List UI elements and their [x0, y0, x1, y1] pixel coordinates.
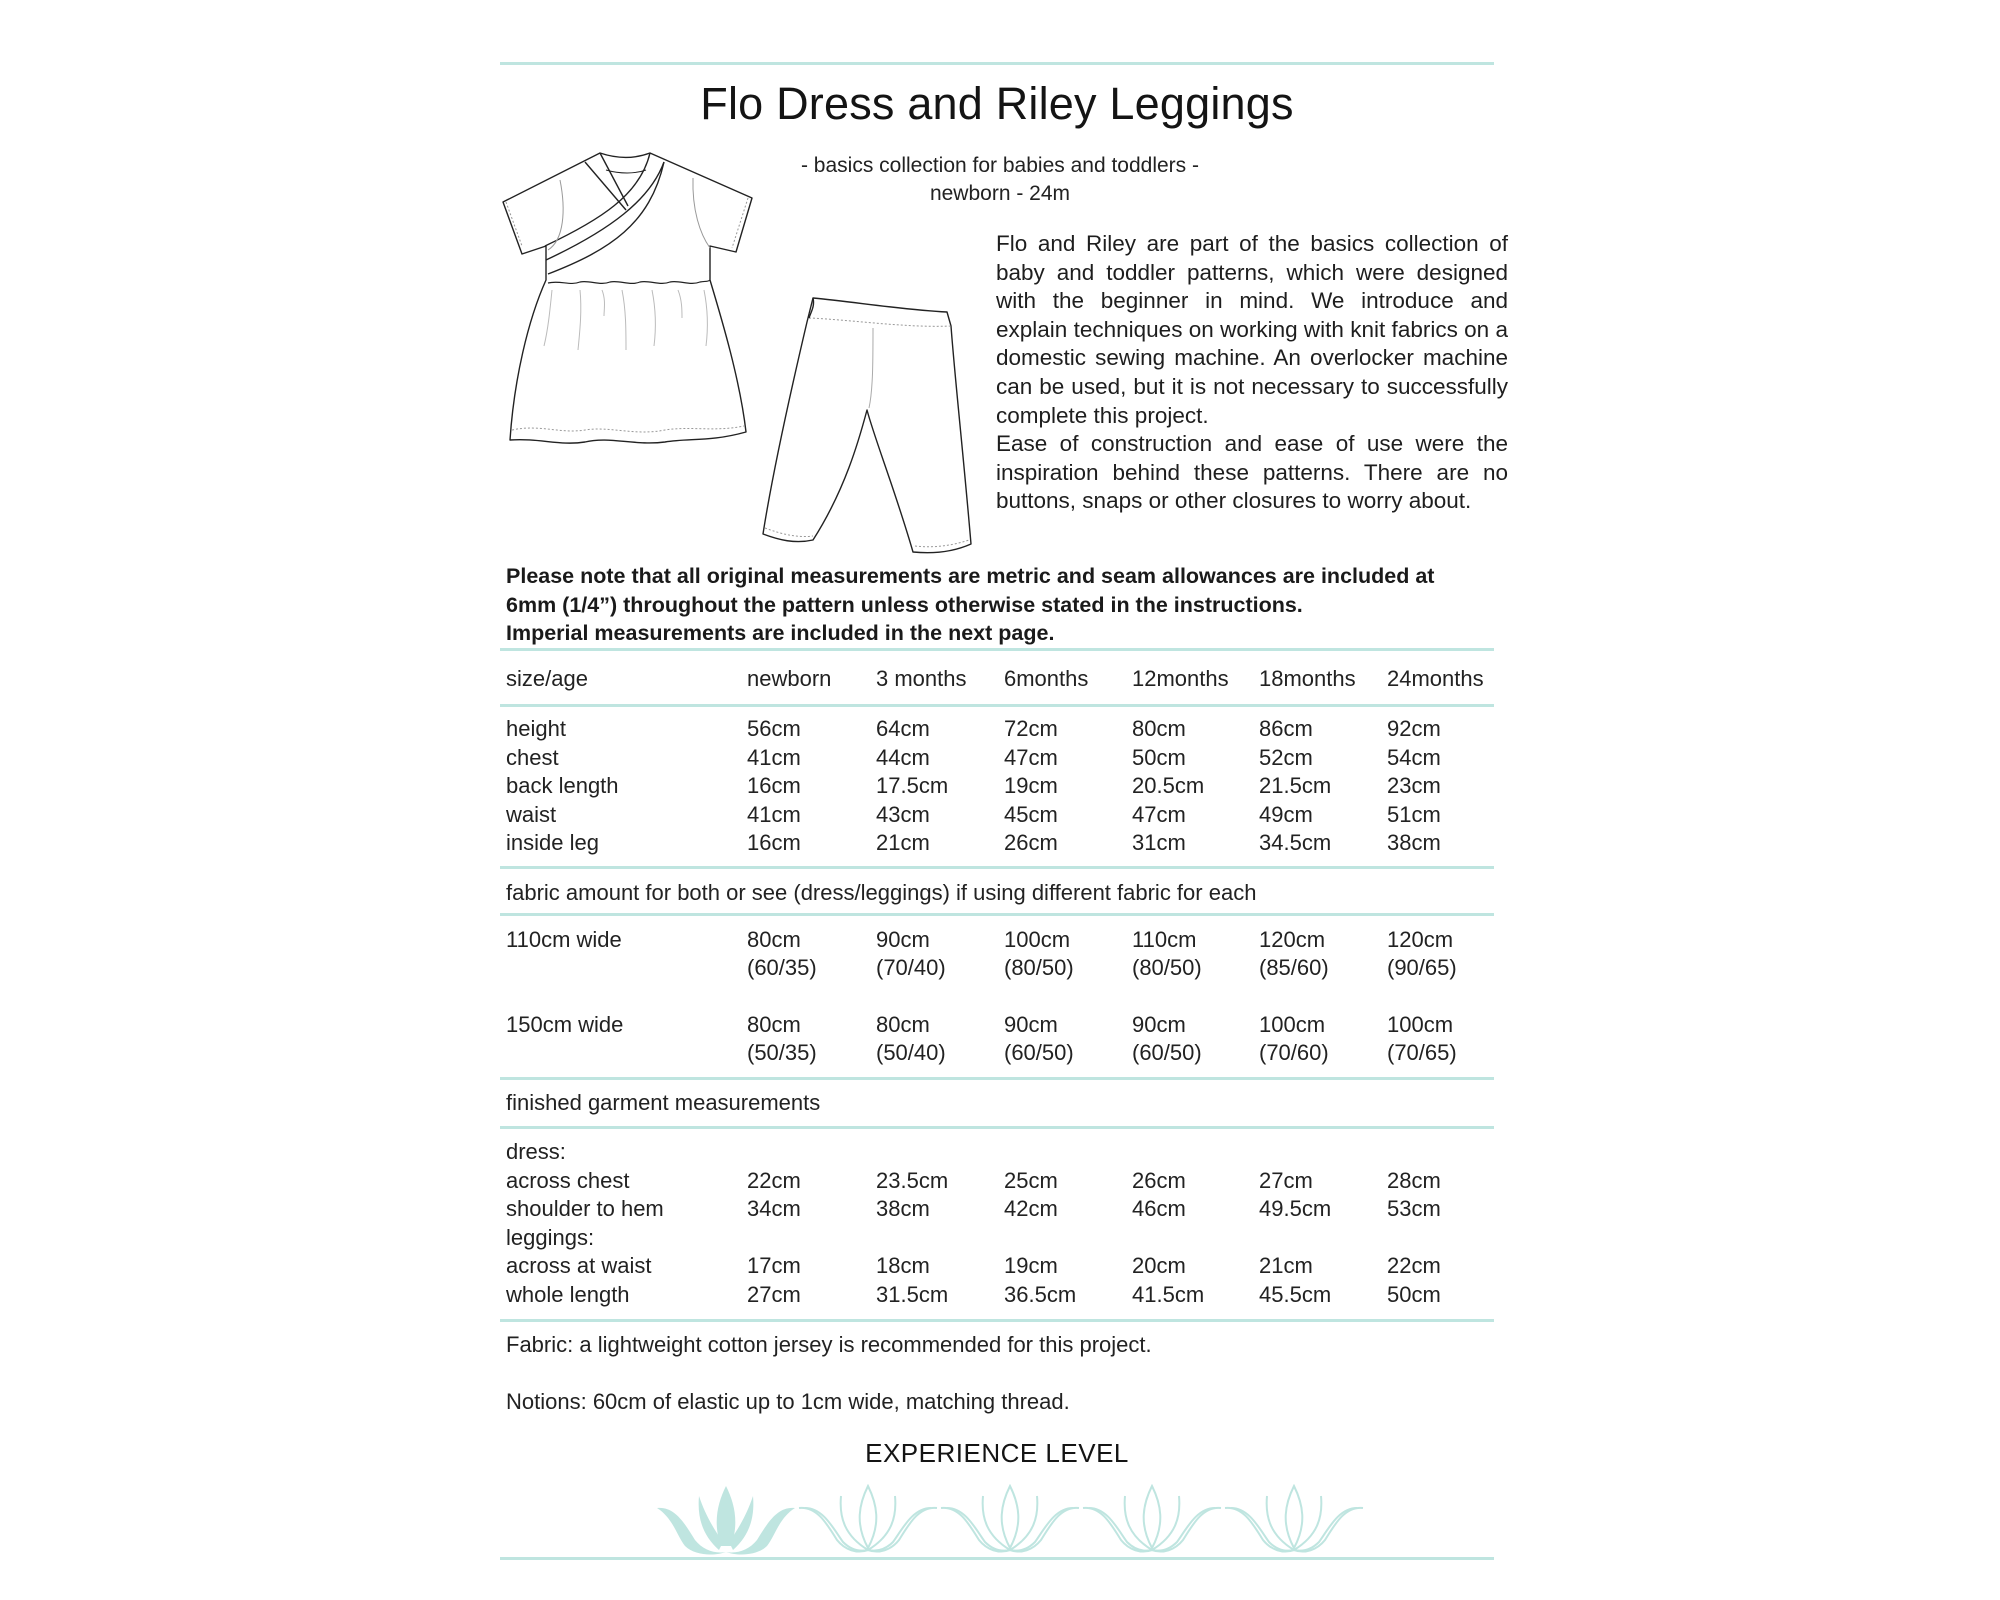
finished-top-rule [500, 1126, 1494, 1129]
row-label: height [506, 716, 566, 741]
row-label: shoulder to hem [506, 1196, 664, 1221]
notions-text: Notions: 60cm of elastic up to 1cm wide, matching thread. [506, 1389, 1070, 1414]
fabric-recommendation: Fabric: a lightweight cotton jersey is recommended for this project. [506, 1332, 1152, 1357]
body-bottom-rule [500, 866, 1494, 869]
header-col: newborn [747, 666, 832, 691]
experience-level-rating [655, 1484, 1365, 1556]
lotus-filled-icon [655, 1484, 797, 1556]
dress-label: dress: [506, 1139, 566, 1164]
cell: (90/65) [1387, 955, 1457, 980]
cell: 36.5cm [1004, 1282, 1077, 1307]
cell: 49.5cm [1259, 1196, 1332, 1221]
page-title: Flo Dress and Riley Leggings [700, 78, 1294, 129]
cell: 80cm [876, 1012, 930, 1037]
cell: 44cm [876, 745, 930, 770]
cell: 110cm [1132, 927, 1197, 952]
cell: 90cm [1004, 1012, 1058, 1037]
leggings-illustration-icon [755, 290, 975, 560]
header-size-age: size/age [506, 666, 588, 691]
cell: (50/35) [747, 1040, 817, 1065]
cell: (60/50) [1132, 1040, 1202, 1065]
intro-paragraph-2: Ease of construction and ease of use were the inspiration behind these patterns. There are no buttons, snaps or other closures to worry about. [996, 431, 1508, 514]
cell: (70/40) [876, 955, 946, 980]
row-label: chest [506, 745, 559, 770]
cell: 22cm [1387, 1253, 1441, 1278]
cell: (70/60) [1259, 1040, 1329, 1065]
cell: 64cm [876, 716, 930, 741]
cell: 120cm [1259, 927, 1326, 952]
cell: 21cm [1259, 1253, 1313, 1278]
cell: 19cm [1004, 773, 1058, 798]
cell: 47cm [1004, 745, 1058, 770]
cell: 17.5cm [876, 773, 949, 798]
cell: 34cm [747, 1196, 801, 1221]
cell: 54cm [1387, 745, 1441, 770]
cell: 47cm [1132, 802, 1186, 827]
cell: 80cm [747, 1012, 801, 1037]
row-label: 110cm wide [506, 927, 622, 952]
lotus-outline-icon [797, 1484, 939, 1556]
header-col: 6months [1004, 666, 1089, 691]
row-label: 150cm wide [506, 1012, 624, 1037]
cell: 120cm [1387, 927, 1454, 952]
cell: 16cm [747, 773, 801, 798]
cell: 19cm [1004, 1253, 1058, 1278]
cell: (50/40) [876, 1040, 946, 1065]
cell: 52cm [1259, 745, 1313, 770]
cell: 42cm [1004, 1196, 1058, 1221]
cell: 45cm [1004, 802, 1058, 827]
fabric-section-label: fabric amount for both or see (dress/leggings) if using different fabric for each [506, 880, 1257, 905]
cell: 51cm [1387, 802, 1441, 827]
header-col: 3 months [876, 666, 967, 691]
cell: 26cm [1004, 830, 1058, 855]
cell: 26cm [1132, 1168, 1186, 1193]
cell: 20cm [1132, 1253, 1186, 1278]
cell: 50cm [1387, 1282, 1441, 1307]
cell: 100cm [1387, 1012, 1454, 1037]
cell: 86cm [1259, 716, 1313, 741]
intro-text [996, 230, 1508, 516]
top-rule [500, 62, 1494, 65]
cell: (60/50) [1004, 1040, 1074, 1065]
cell: 38cm [876, 1196, 930, 1221]
collection-subtitle: - basics collection for babies and toddlers - [800, 154, 1200, 177]
cell: (80/50) [1132, 955, 1202, 980]
cell: 21cm [876, 830, 930, 855]
cell: 100cm [1004, 927, 1071, 952]
cell: 34.5cm [1259, 830, 1332, 855]
cell: (70/65) [1387, 1040, 1457, 1065]
header-col: 18months [1259, 666, 1356, 691]
cell: 80cm [1132, 716, 1186, 741]
row-label: across at waist [506, 1253, 652, 1278]
cell: 43cm [876, 802, 930, 827]
cell: 31cm [1132, 830, 1186, 855]
cell: 72cm [1004, 716, 1058, 741]
cell: 90cm [1132, 1012, 1186, 1037]
lotus-outline-icon [939, 1484, 1081, 1556]
header-col: 12months [1132, 666, 1229, 691]
cell: 49cm [1259, 802, 1313, 827]
cell: 31.5cm [876, 1282, 949, 1307]
header-col: 24months [1387, 666, 1484, 691]
cell: 16cm [747, 830, 801, 855]
cell: (60/35) [747, 955, 817, 980]
header-bottom-rule [500, 704, 1494, 707]
cell: 20.5cm [1132, 773, 1205, 798]
cell: 50cm [1132, 745, 1186, 770]
cell: 46cm [1132, 1196, 1186, 1221]
fabric-bottom-rule [500, 1077, 1494, 1080]
cell: 17cm [747, 1253, 801, 1278]
cell: 56cm [747, 716, 801, 741]
cell: 28cm [1387, 1168, 1441, 1193]
lotus-outline-icon [1081, 1484, 1223, 1556]
cell: 23cm [1387, 773, 1441, 798]
cell: 21.5cm [1259, 773, 1332, 798]
note-line-1: Please note that all original measurements are metric and seam allowances are included at [506, 564, 1435, 588]
cell: (80/50) [1004, 955, 1074, 980]
cell: 18cm [876, 1253, 930, 1278]
row-label: whole length [506, 1282, 630, 1307]
note-line-3: Imperial measurements are included in the next page. [506, 621, 1055, 645]
cell: 22cm [747, 1168, 801, 1193]
cell: 100cm [1259, 1012, 1326, 1037]
finished-section-label: finished garment measurements [506, 1090, 821, 1115]
lotus-outline-icon [1223, 1484, 1365, 1556]
cell: 45.5cm [1259, 1282, 1332, 1307]
cell: 38cm [1387, 830, 1441, 855]
cell: 27cm [1259, 1168, 1313, 1193]
dress-illustration-icon [500, 150, 760, 450]
row-label: across chest [506, 1168, 630, 1193]
size-range: newborn - 24m [929, 182, 1071, 205]
cell: (85/60) [1259, 955, 1329, 980]
cell: 92cm [1387, 716, 1441, 741]
fabric-top-rule [500, 913, 1494, 916]
cell: 41cm [747, 745, 801, 770]
row-label: waist [506, 802, 557, 827]
leggings-label: leggings: [506, 1225, 595, 1250]
cell: 27cm [747, 1282, 801, 1307]
experience-level-title: EXPERIENCE LEVEL [865, 1438, 1129, 1468]
cell: 41.5cm [1132, 1282, 1205, 1307]
intro-paragraph-1: Flo and Riley are part of the basics collection of baby and toddler patterns, which were designed with the beginner in mind. We introduce and explain techniques on working with knit fabrics on a domestic sewing machine. An overlocker machine can be used, but it is not necessary to successfully complete this project. [996, 231, 1508, 428]
row-label: inside leg [506, 830, 599, 855]
cell: 53cm [1387, 1196, 1441, 1221]
table-bottom-rule [500, 1319, 1494, 1322]
table-top-rule [500, 648, 1494, 651]
cell: 80cm [747, 927, 801, 952]
cell: 23.5cm [876, 1168, 949, 1193]
row-label: back length [506, 773, 619, 798]
bottom-rule [500, 1557, 1494, 1560]
note-line-2: 6mm (1/4”) throughout the pattern unless otherwise stated in the instructions. [506, 592, 1303, 617]
cell: 25cm [1004, 1168, 1058, 1193]
metric-note [506, 562, 1506, 648]
cell: 90cm [876, 927, 930, 952]
cell: 41cm [747, 802, 801, 827]
